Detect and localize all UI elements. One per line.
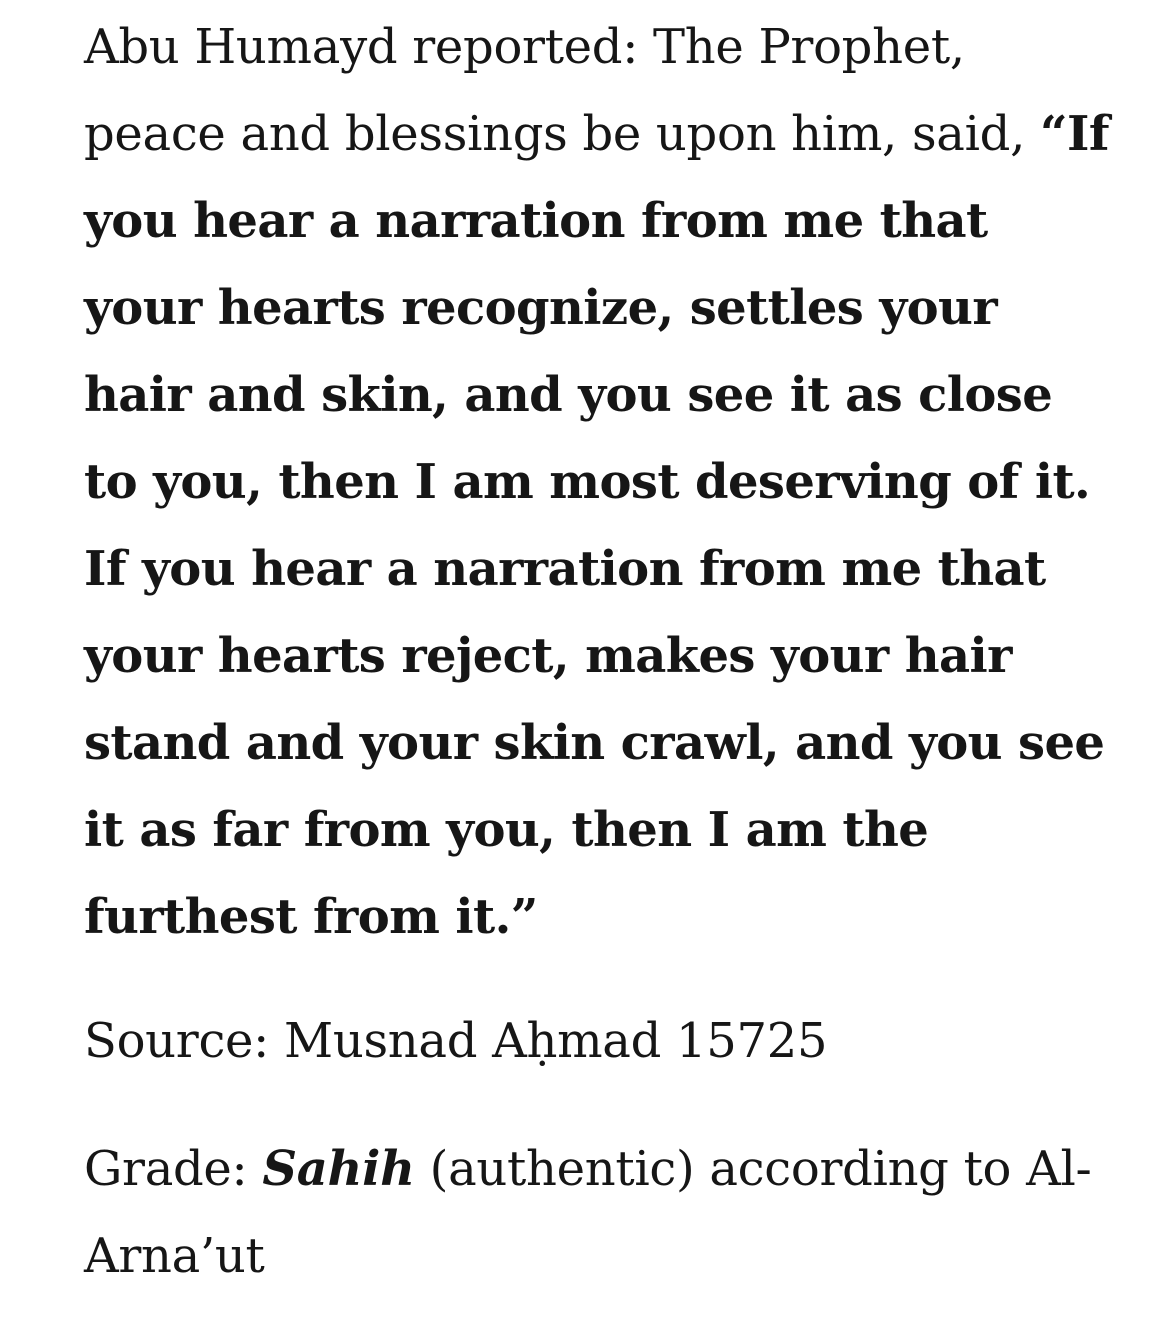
- source-value: Musnad Aḥmad 15725: [283, 1013, 828, 1069]
- grade-term: Sahih: [262, 1141, 415, 1197]
- grade-label: Grade:: [84, 1141, 248, 1197]
- grade-description: (authentic) according to Al-Arna’ut: [84, 1141, 1092, 1284]
- hadith-text-block: [84, 4, 1114, 961]
- grade-line: [84, 1126, 1114, 1300]
- hadith-quote: “If you hear a narration from me that your hearts recognize, settles your hair and skin, and you see it as close to you, then I am most deserving of it. If you hear a narration from me that your hearts reject, makes your hair stand and your skin crawl, and you see it as far from you, then I am the furthest from it.”: [84, 106, 1109, 945]
- source-line: [84, 998, 827, 1085]
- source-label: Source:: [84, 1013, 270, 1069]
- hadith-paragraph: [84, 4, 1114, 961]
- hadith-intro: Abu Humayd reported: The Prophet, peace and blessings be upon him, said,: [84, 19, 1040, 162]
